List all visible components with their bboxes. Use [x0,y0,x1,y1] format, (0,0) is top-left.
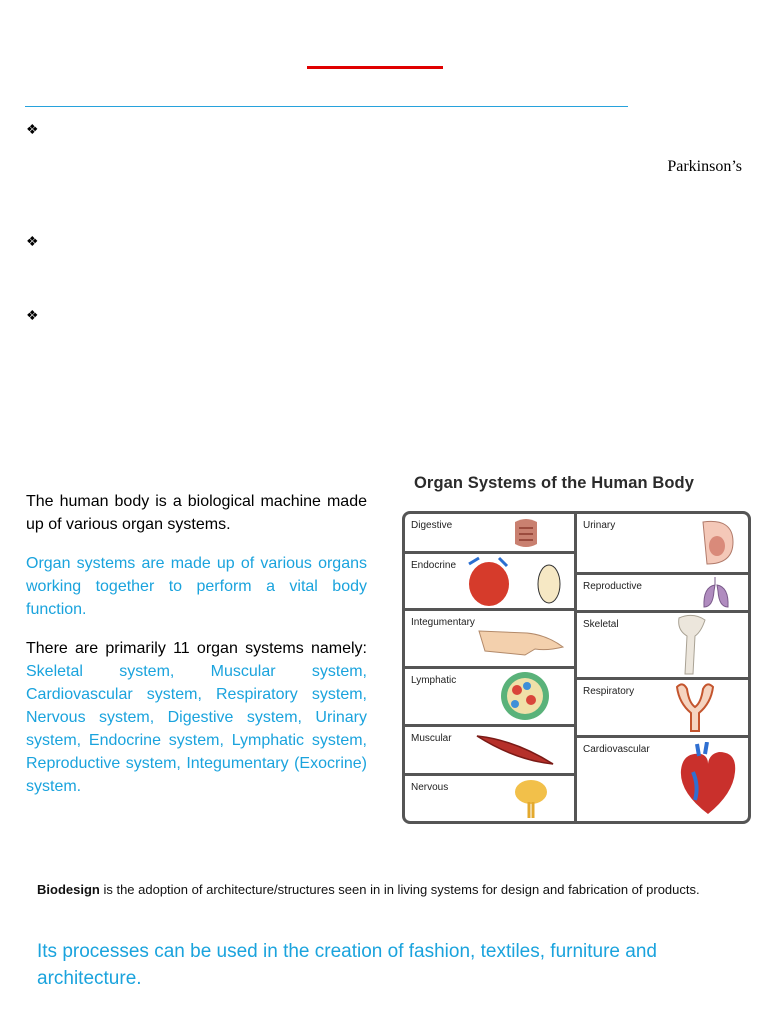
cell-respiratory [577,680,748,735]
bone-icon [671,614,715,676]
intro-paragraph: The human body is a biological machine made up of various organ systems. [26,493,367,533]
definition-paragraph: Organ systems are made up of various organs working together to perform a vital body function. [26,555,367,618]
cell-lymphatic [405,669,574,724]
cell-digestive [405,514,574,551]
hand-icon [477,621,567,661]
bullet-marker: ❖ [26,121,39,137]
cell-integumentary [405,611,574,666]
biodesign-term: Biodesign [37,882,100,897]
biodesign-uses: Its processes can be used in the creation of fashion, textiles, furniture and architecture. [37,941,657,989]
section-divider [25,106,628,107]
bullet-marker: ❖ [26,307,39,323]
label-cardiovascular: Cardiovascular [583,744,650,755]
biodesign-definition [37,880,737,900]
figure-title: Organ Systems of the Human Body [414,474,694,492]
uterus-icon [673,681,717,733]
muscle-icon [475,730,555,770]
cell-skeletal [577,613,748,677]
list-lead: There are primarily 11 organ systems namely: [26,640,367,657]
heart-icon [675,742,741,818]
label-reproductive: Reproductive [583,581,642,592]
label-respiratory: Respiratory [583,686,635,697]
parkinsons-text: Parkinson’s [667,158,742,175]
organ-systems-text [26,490,367,814]
organ-systems-figure [402,511,751,824]
bullet-marker: ❖ [26,233,39,249]
label-skeletal: Skeletal [583,619,619,630]
thyroid-icon [449,554,569,608]
cell-endocrine [405,554,574,608]
title-underline-red [307,66,443,69]
label-lymphatic: Lymphatic [411,675,457,686]
intestine-icon [509,516,543,550]
label-nervous: Nervous [411,782,449,793]
cell-cardiovascular [577,738,748,821]
label-endocrine: Endocrine [411,560,457,571]
organ-system-list: Skeletal system, Muscular system, Cardiovascular system, Respiratory system, Nervous system, Digestive system, Urinary system, Endocrine system, Lymphatic system, Reproductive system, Integumentary (Exocrine) system. [26,663,367,795]
label-integumentary: Integumentary [411,617,475,628]
cell-urinary [577,514,748,572]
label-muscular: Muscular [411,733,452,744]
list-paragraph [26,637,367,798]
lungs-icon [701,575,731,609]
cell-nervous [405,776,574,821]
biodesign-definition-text: is the adoption of architecture/structures seen in in living systems for design and fabrication of products. [99,882,700,897]
kidney-icon [693,518,741,568]
brain-icon [511,778,551,820]
cell-reproductive [577,575,748,610]
label-digestive: Digestive [411,520,453,531]
lymph-node-icon [497,670,553,722]
label-urinary: Urinary [583,520,616,531]
cell-muscular [405,727,574,773]
